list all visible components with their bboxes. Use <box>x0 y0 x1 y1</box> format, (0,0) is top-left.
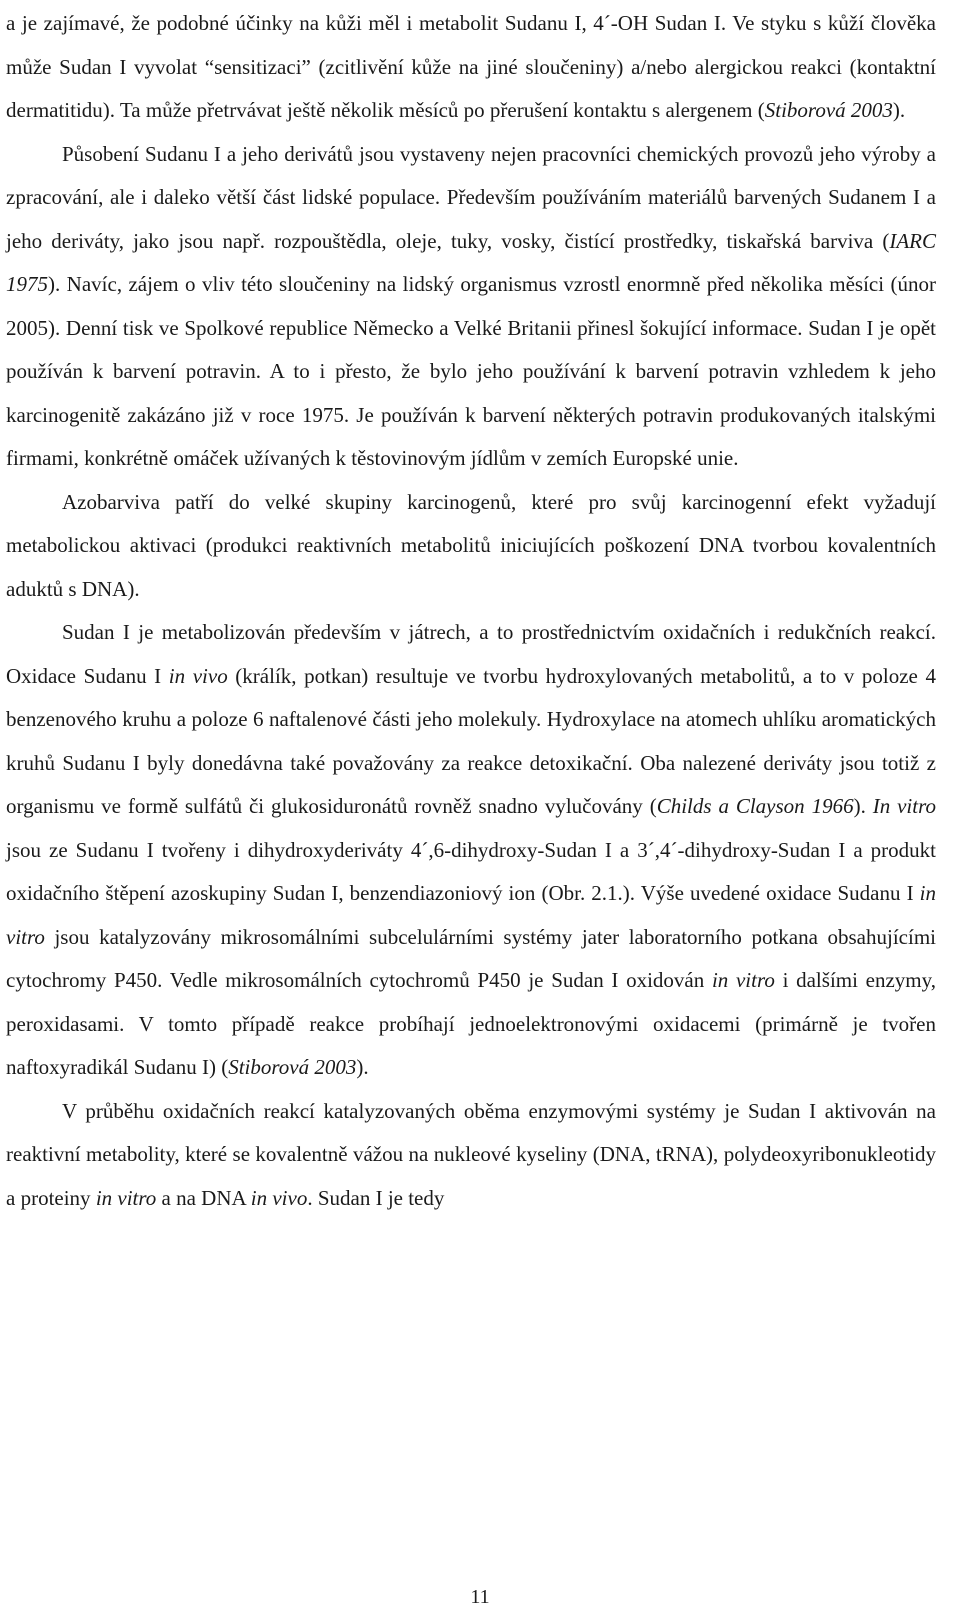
page-number: 11 <box>470 1586 490 1608</box>
italic-text: Childs a Clayson 1966 <box>656 794 854 818</box>
body-text <box>6 2 936 1220</box>
text-run: jsou ze Sudanu I tvořeny i dihydroxyderiváty 4´,6-dihydroxy-Sudan I a 3´,4´-dihydroxy-Sudan I a produkt oxidačního štěpení azoskupiny Sudan I, benzendiazoniový ion (Obr. 2.1.). Výše uvedené oxidace Sudanu I <box>6 837 936 905</box>
text-run: a na DNA <box>156 1185 251 1210</box>
text-run: ). <box>356 1055 369 1079</box>
text-run: Sudan I je metabolizován především v játrech, a to prostřednictvím oxidačních i redukčních reakcí. Oxidace Sudanu I <box>6 620 936 688</box>
text-run: . Sudan I je tedy <box>307 1185 445 1210</box>
text-run: Působení Sudanu I a jeho derivátů jsou vystaveny nejen pracovníci chemických provozů jeho výroby a zpracování, ale i daleko větší část lidské populace. Především používáním materiálů barvených Sudanem I a jeho deriváty, jako jsou např. rozpouštědla, oleje, tuky, vosky, čistící prostředky, tiskařská barviva ( <box>6 141 936 253</box>
italic-text: In vitro <box>872 794 936 818</box>
text-run: i dalšími enzymy, peroxidasami. V tomto případě reakce probíhají jednoelektronovými oxidacemi (primárně je tvořen naftoxyradikál Sudanu I) ( <box>6 968 937 1079</box>
paragraph-3 <box>6 481 936 612</box>
italic-text: in vitro <box>95 1185 157 1210</box>
text-run: a je zajímavé, že podobné účinky na kůži měl i metabolit Sudanu I, 4´-OH Sudan I. Ve styku s kůží člověka může Sudan I vyvolat “sensitizaci” (zcitlivění kůže na jiné sloučeniny) a/nebo alergickou reakci (kontaktní dermatitidu). Ta může přetrvávat ještě několik měsíců po přerušení kontaktu s alergenem ( <box>6 11 936 122</box>
text-run: ). <box>892 98 906 122</box>
document-page <box>6 2 936 1220</box>
italic-text: in vivo <box>250 1185 308 1210</box>
paragraph-2 <box>6 133 936 481</box>
text-run: ). <box>853 794 873 818</box>
italic-text: in vitro <box>711 968 775 992</box>
paragraph-5 <box>6 1090 936 1221</box>
paragraph-1 <box>6 2 936 133</box>
italic-text: Stiborová 2003 <box>764 98 893 122</box>
italic-text: in vivo <box>168 663 228 688</box>
paragraph-4 <box>6 611 936 1090</box>
italic-text: IARC 1975 <box>6 228 936 296</box>
italic-text: in vitro <box>6 881 936 949</box>
text-run: V průběhu oxidačních reakcí katalyzovaných oběma enzymovými systémy je Sudan I aktivován na reaktivní metabolity, které se kovalentně vážou na nukleové kyseliny (DNA, tRNA), polydeoxyribonukleotidy a proteiny <box>6 1098 936 1210</box>
text-run: ). Navíc, zájem o vliv této sloučeniny na lidský organismus vzrostl enormně před několika měsíci (únor 2005). Denní tisk ve Spolkové republice Německo a Velké Britanii přinesl šokující informace. Sudan I je opět používán k barvení potravin. A to i přesto, že bylo jeho používání k barvení potravin vzhledem k jeho karcinogenitě zakázáno již v roce 1975. Je používán k barvení některých potravin produkovaných italskými firmami, konkrétně omáček užívaných k těstovinovým jídlům v zemích Europské unie. <box>6 272 936 470</box>
text-run: jsou katalyzovány mikrosomálními subcelulárními systémy jater laboratorního potkana obsahujícími cytochromy P450. Vedle mikrosomálních cytochromů P450 je Sudan I oxidován <box>6 924 936 992</box>
italic-text: Stiborová 2003 <box>228 1055 357 1079</box>
text-run: (králík, potkan) resultuje ve tvorbu hydroxylovaných metabolitů, a to v poloze 4 benzenového kruhu a poloze 6 naftalenové části jeho molekuly. Hydroxylace na atomech uhlíku aromatických kruhů Sudanu I byly donedávna také považovány za reakce detoxikační. Oba nalezené deriváty jsou totiž z organismu ve formě sulfátů či glukosiduronátů rovněž snadno vylučovány ( <box>6 663 936 818</box>
text-run: Azobarviva patří do velké skupiny karcinogenů, které pro svůj karcinogenní efekt vyžadují metabolickou aktivaci (produkci reaktivních metabolitů iniciujících poškození DNA tvorbou kovalentních aduktů s DNA). <box>6 489 936 601</box>
